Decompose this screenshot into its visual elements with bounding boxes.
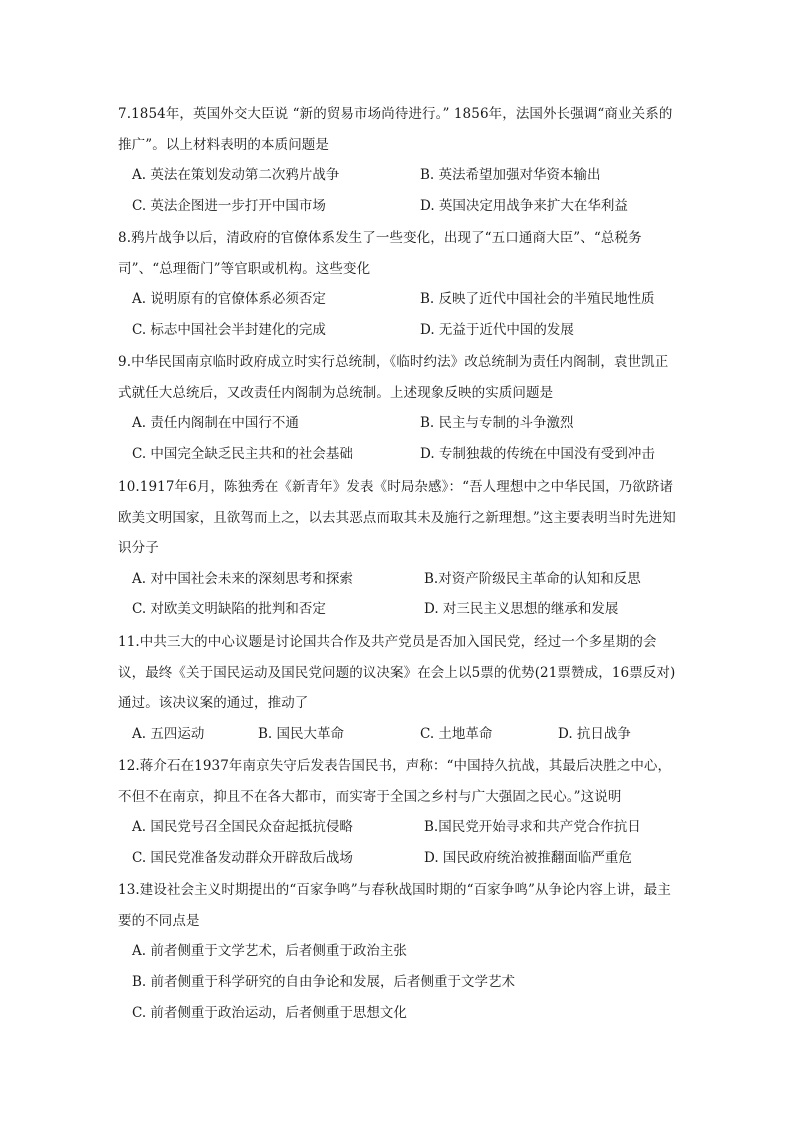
- option-a: A. 英法在策划发动第二次鸦片战争: [132, 167, 340, 183]
- question-10: [118, 472, 678, 625]
- option-d: D. 国民政府统治被推翻面临严重危: [424, 849, 632, 866]
- option-row: [118, 315, 678, 346]
- option-a: A. 说明原有的官僚体系必须否定: [132, 291, 326, 307]
- option-a: A. 国民党号召全国民众奋起抵抗侵略: [132, 819, 353, 835]
- option-row: [118, 594, 678, 625]
- option-row: [118, 564, 678, 595]
- option-a: A. 前者侧重于文学艺术，后者侧重于政治主张: [132, 943, 407, 959]
- question-stem: 9.中华民国南京临时政府成立时实行总统制，《临时约法》改总统制为责任内阁制，袁世凯正式就任大总统后，又改责任内阁制为总统制。上述现象反映的实质问题是: [118, 354, 669, 401]
- option-b: B. 前者侧重于科学研究的自由争论和发展，后者侧重于文学艺术: [132, 974, 516, 990]
- option-c: C. 前者侧重于政治运动，后者侧重于思想文化: [132, 1005, 407, 1021]
- option-b: B. 英法希望加强对华资本输出: [420, 167, 601, 183]
- question-stem: 8.鸦片战争以后，清政府的官僚体系发生了一些变化，出现了“五口通商大臣”、“总税务司”、“总理衙门”等官职或机构。这些变化: [118, 230, 642, 277]
- option-d: D. 对三民主义思想的继承和发展: [424, 601, 619, 617]
- question-7: [118, 99, 678, 221]
- option-b: B. 民主与专制的斗争激烈: [420, 415, 574, 431]
- question-stem: 7.1854年，英国外交大臣说 “新的贸易市场尚待进行。” 1856年，法国外长强调“商业关系的推广”。以上材料表明的本质问题是: [118, 106, 673, 153]
- option-row: [118, 160, 678, 191]
- option-row: [118, 191, 678, 222]
- question-12: [118, 751, 678, 873]
- option-row: [118, 843, 678, 874]
- option-d: D. 无益于近代中国的发展: [420, 321, 574, 338]
- option-b: B.国民党开始寻求和共产党合作抗日: [424, 819, 641, 835]
- option-c: C. 国民党准备发动群众开辟敌后战场: [132, 849, 353, 866]
- option-row: [118, 439, 678, 470]
- option-a: A. 对中国社会未来的深刻思考和探索: [132, 570, 353, 587]
- option-c: C. 土地革命: [420, 725, 493, 742]
- question-9: [118, 347, 678, 469]
- option-a: A. 五四运动: [132, 725, 205, 742]
- question-stem: 13.建设社会主义时期提出的“百家争鸣”与春秋战国时期的“百家争鸣”从争论内容上讲，最主要的不同点是: [118, 882, 671, 929]
- option-c: C. 英法企图进一步打开中国市场: [132, 197, 326, 214]
- option-c: C. 对欧美文明缺陷的批判和否定: [132, 601, 326, 617]
- option-row: [118, 408, 678, 439]
- option-row: [118, 719, 678, 750]
- option-b: B. 国民大革命: [258, 725, 345, 742]
- option-b: B. 反映了近代中国社会的半殖民地性质: [420, 291, 655, 307]
- option-d: D. 英国决定用战争来扩大在华利益: [420, 197, 628, 214]
- question-stem: 12.蒋介石在1937年南京失守后发表告国民书，声称：“中国持久抗战，其最后决胜之中心，不但不在南京，抑且不在各大都市，而实寄于全国之乡村与广大强固之民心。”这说明: [118, 758, 672, 805]
- option-a: A. 责任内阁制在中国行不通: [132, 415, 299, 431]
- option-row: [118, 284, 678, 315]
- option-d: D. 专制独裁的传统在中国没有受到冲击: [420, 445, 655, 462]
- option-c: C. 中国完全缺乏民主共和的社会基础: [132, 445, 353, 462]
- question-stem: 10.1917年6月，陈独秀在《新青年》发表《时局杂感》：“吾人理想中之中华民国，乃欲跻诸欧美文明国家，且欲驾而上之，以去其恶点而取其未及施行之新理想。”这主要表明当时先进知识分子: [118, 479, 676, 556]
- question-stem: 11.中共三大的中心议题是讨论国共合作及共产党员是否加入国民党，经过一个多星期的会议，最终《关于国民运动及国民党问题的议决案》在会上以5票的优势(21票赞成，16票反对)通过。该决议案的通过，推动了: [118, 634, 676, 711]
- question-11: [118, 627, 678, 749]
- option-row: [118, 812, 678, 843]
- question-13: [118, 875, 678, 1029]
- question-8: [118, 223, 678, 345]
- option-b: B.对资产阶级民主革命的认知和反思: [424, 570, 641, 587]
- option-c: C. 标志中国社会半封建化的完成: [132, 321, 326, 338]
- option-d: D. 抗日战争: [558, 725, 631, 742]
